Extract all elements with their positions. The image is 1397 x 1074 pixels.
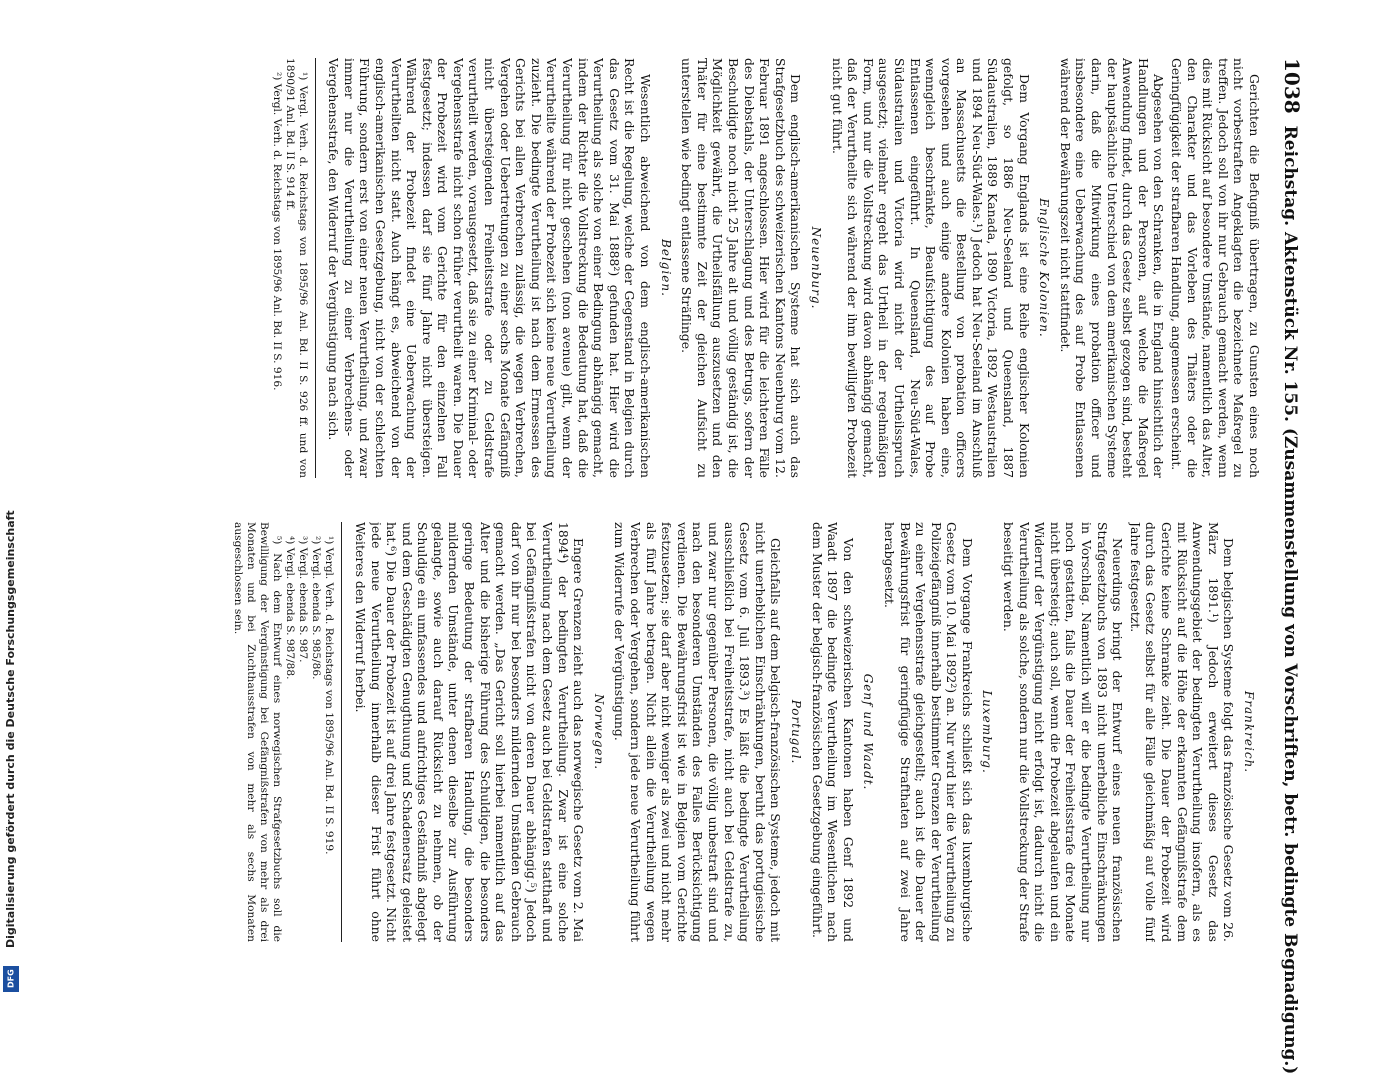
paragraph: Dem Vorgang Englands ist eine Reihe englischer Kolonien gefolgt, so 1886 Neu-Seeland und Queensland, 1887 Südaustralien, 1889 Kanada, 1890 Victoria, 1892 Westaustralien und 1894 Neu-Süd-Wales.¹) Jedoch hat Neu-Seeland im Anschluß an Massachusetts die Bestellung von probation officers vorgesehen und auch einige andere Kolonien haben eine, wenngleich beschränkte, Beaufsichtigung des auf Probe Entlassenen eingeführt. In Queensland, Neu-Süd-Wales, Südaustralien und Victoria wird nicht der Urtheilsspruch ausgesetzt; vielmehr ergeht das Urtheil in der regelmäßigen Form, und nur die Vollstreckung wird davon abhängig gemacht, daß der Verurtheilte sich während der ihm bewilligten Probezeit nicht gut führt. [829,58,1032,478]
footnote: ¹) Vergl. Verh. d. Reichstags von 1895/96 Anl. Bd. II S. 926 ff. und von 1890/91 Anl. Bd. II S. 914 ff. [283,58,309,478]
rotated-document-page [24,0,1374,1074]
footnote: ³) Vergl. ebenda S. 987. [297,536,310,663]
section-heading: Genf und Waadt. [861,673,876,791]
section-heading: Englische Kolonien. [1037,198,1052,338]
paragraph: Neuerdings bringt der Entwurf eines neuen französischen Strafgesetzbuchs von 1893 nicht unerhebliche Einschränkungen in Vorschlag. Namentlich will er die bedingte Verurtheilung nur noch gestatten, falls die Dauer der Freiheitsstrafe drei Monate nicht übersteigt; auch soll, wenn die Probezeit abgelaufen und ein Widerruf der Vergünstigung nicht erfolgt ist, dadurch nicht die Verurtheilung als solche, sondern nur die Vollstreckung der Strafe beseitigt werden. [1001,522,1126,942]
section-heading: Neuenburg. [808,226,823,310]
footnote: ²) Vergl. Verh. d. Reichstags von 1895/96 Anl. Bd. II S. 916. [270,72,283,391]
left-column [152,58,1262,478]
paragraph: Gleichfalls auf dem belgisch-französischen Systeme, jedoch mit nicht unerheblichen Einschränkungen, beruht das portugiesische Gesetz vom 6. Juli 1893.³) Es läßt die bedingte Verurtheilung ausschließlich bei Freiheitsstrafe, nicht auch bei Geldstrafe zu, und zwar nur gegenüber Personen, die völlig unbestraft sind und nach den besonderen Umständen des Falles Berücksichtigung verdienen. Die Bewährungsfrist ist wie in Belgien vom Gerichte festzusetzen; sie darf aber nicht weniger als zwei und nicht mehr als fünf Jahre betragen. Nicht allein die Verurtheilung wegen Verbrechen oder Vergehen, sondern jede neue Verurtheilung führt zum Widerrufe der Vergünstigung. [612,522,784,942]
digitization-credit-strip [0,0,24,1000]
paragraph: Dem Vorgange Frankreichs schließt sich das luxemburgische Gesetz vom 10. Mai 1892²) an. Nur wird hier die Verurtheilung zu Polizeigefängniß innerhalb bestimmter Grenzen der Verurtheilung zu einer Vergehensstrafe gleichgestellt; auch ist die Dauer der Bewährungsfrist für geringfügige Strafthaten auf zwei Jahre herabgesetzt. [881,522,975,942]
footnote: ¹) Vergl. Verh. d. Reichstags von 1895/96 Anl. Bd. II S. 919. [323,536,336,855]
paragraph: Von den schweizerischen Kantonen haben Genf 1892 und Waadt 1897 die bedingte Verurtheilung im Wesentlichen nach dem Muster der belgisch-französischen Gesetzgebung eingeführt. [809,522,856,942]
paragraph: Gerichten die Befugniß übertragen, zu Gunsten eines noch nicht vorbestraften Angeklagten die bezeichnete Maßregel zu treffen. Jedoch soll von ihr nur Gebrauch gemacht werden, wenn dies mit Rücksicht auf besondere Umstände, namentlich das Alter, den Charakter und das Vorleben des Thäters oder die Geringfügigkeit der strafbaren Handlung, angemessen erscheint. [1169,58,1262,478]
section-heading: Belgien. [658,239,673,297]
footnote: ⁵) Nach dem Entwurf eines norwegischen Strafgesetzbuchs soll die Bewilligung der Vergünstigung bei Gefängnißstrafen von mehr als drei Monaten und bei Zuchthausstrafen von mehr als sechs Monaten ausgeschlossen sein. [232,522,284,942]
digitization-credit: Digitalisierung gefördert durch die Deutsche Forschungsgemeinschaft [4,510,17,948]
right-column [152,522,1262,942]
section-heading: Luxemburg. [980,690,995,774]
footnote: ⁴) Vergl. ebenda S. 987/88. [284,536,297,680]
footnote: ²) Vergl. ebenda S. 985/86. [310,536,323,680]
footnotes [270,58,316,478]
paragraph: Engere Grenzen zieht auch das norwegische Gesetz vom 2. Mai 1894⁴) der bedingten Verurtheilung. Zwar ist eine solche Verurtheilung nach dem Gesetz auch bei Geldstrafen statthaft und bei Gefängnißstrafen nicht von deren Dauer abhängig.⁵) Jedoch darf von ihr nur bei besonders mildernden Umständen Gebrauch gemacht werden. „Das Gericht soll hierbei namentlich auf das Alter und die bisherige Führung des Schuldigen, die besonders geringe Bedeutung der strafbaren Handlung, die besonders mildernden Umstände, unter denen dieselbe zur Ausführung gelangte, sowie auch darauf Rücksicht zu nehmen, ob der Schuldige ein umfassendes und aufrichtiges Geständniß abgelegt und dem Geschädigten Genugthuung und Schadenersatz geleistet hat.⁶) Die Dauer der Probezeit ist auf drei Jahre festgesetzt. Nicht jede neue Verurtheilung innerhalb dieser Frist führt ohne Weiteres den Widerruf herbei. [352,522,587,942]
section-heading: Norwegen. [591,693,606,771]
footnotes [231,522,342,942]
page-number: 1038 [1280,58,1304,114]
section-heading: Portugal. [788,699,803,765]
dfg-logo: DFG [3,966,19,992]
page-title: Reichstag. Aktenstück Nr. 155. (Zusammenstellung von Vorschriften, betr. bedingte Begnadigung.) [1280,125,1300,1074]
page-header [1274,58,1304,1074]
section-heading: Frankreich. [1242,690,1256,774]
paragraph: Wesentlich abweichend von dem englisch-amerikanischen Recht ist die Regelung, welche der Gegenstand in Belgien durch das Gesetz vom 31. Mai 1888²) gefunden hat. Hier wird die Verurtheilung als solche von einer Bedingung abhängig gemacht, indem der Richter die Vollstreckung die Bedeutung hat, daß die Verurtheilung für nicht geschehen (non avenue) gilt, wenn der Verurtheilte während der Probezeit sich keine neue Verurtheilung zuzieht. Die bedingte Verurtheilung ist nach dem Ermessen des Gerichts bei allen Verbrechen zulässig, die wegen Verbrechen, Vergehen oder Uebertretungen zu einer sechs Monate Gefängniß nicht übersteigenden Freiheitsstrafe oder zu Geldstrafe verurtheilt werden, vorausgesetzt, daß sie zu einer Kriminal- oder Vergehensstrafe nicht schon früher verurtheilt waren. Die Dauer der Probezeit wird vom Gerichte für den einzelnen Fall festgesetzt; indessen darf sie fünf Jahre nicht übersteigen. Während der Probezeit findet eine Ueberwachung der Verurtheilten nicht statt. Auch hängt es, abweichend von der englisch-amerikanischen Gesetzgebung, nicht von der schlechten Führung, sondern erst von einer neuen Verurtheilung, und zwar immer nur die Verurtheilung zu einer Verbrechens- oder Vergehensstrafe, den Widerruf der Vergünstigung nach sich. [326,58,654,478]
paragraph: Dem englisch-amerikanischen Systeme hat sich auch das Strafgesetzbuch des schweizerischen Kantons Neuenburg vom 12. Februar 1891 angeschlossen. Hier wird für die leichteren Fälle des Diebstahls, der Unterschlagung und des Betrugs, sofern der Beschuldigte noch nicht 25 Jahre alt und völlig geständig ist, die Möglichkeit gewährt, die Urtheilsfällung auszusetzen und den Thäter für eine bestimmte Zeit der gleichen Aufsicht zu unterstellen wie bedingt entlassene Sträflinge. [679,58,804,478]
paragraph: Abgesehen von den Schranken, die in England hinsichtlich der Handlungen und der Personen, auf welche die Maßregel Anwendung findet, durch das Gesetz selbst gezogen sind, besteht der hauptsächliche Unterschied von dem amerikanischen Systeme darin, daß die Mitwirkung eines probation officer und insbesondere eine Ueberwachung des auf Probe Entlassenen während der Bewährungszeit nicht stattfindet. [1057,58,1167,478]
paragraph: Dem belgischen Systeme folgt das französische Gesetz vom 26. März 1891.¹) Jedoch erweitert dieses Gesetz das Anwendungsgebiet der bedingten Verurtheilung insofern, als es mit Rücksicht auf die Höhe der erkannten Gefängnißstrafe dem Gerichte keine Schranke zieht. Die Dauer der Probezeit wird durch das Gesetz selbst für alle Fälle gleichmäßig auf volle fünf Jahre festgesetzt. [1127,522,1237,942]
